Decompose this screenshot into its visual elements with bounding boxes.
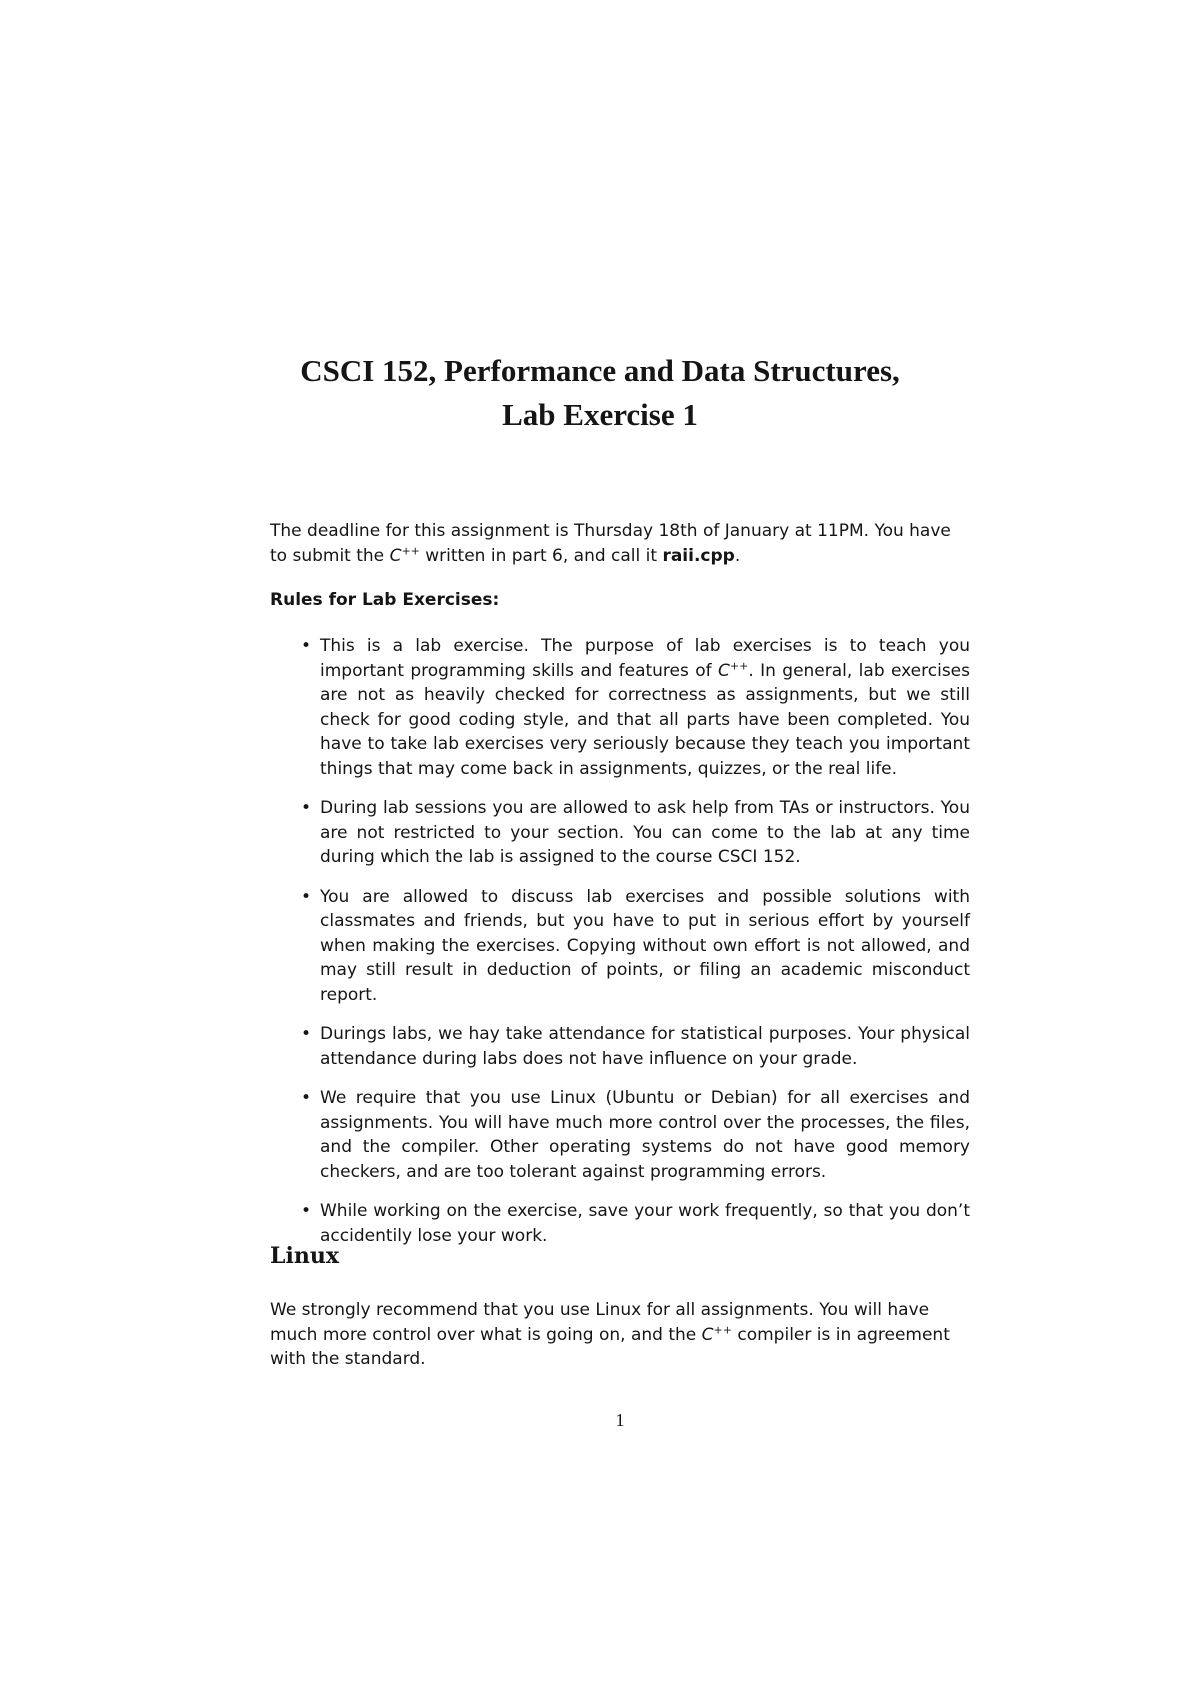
cpp-sup: ++ [401,543,420,557]
title-line-1: CSCI 152, Performance and Data Structures, [300,352,900,388]
cpp-sup: ++ [729,658,749,672]
intro-text-3: . [734,545,741,566]
section-heading-linux: Linux [270,1243,339,1269]
linux-text-2: compiler is in agreement with the standard. [270,1324,950,1369]
rules-heading: Rules for Lab Exercises: [270,590,500,610]
cpp-base: C [389,545,402,566]
intro-text-1: The deadline for this assignment is Thursday 18th of January at 11PM. You have to submit the [270,521,951,566]
bullet-icon: • [301,636,312,656]
rule-item-6 [270,1199,970,1248]
linux-paragraph [270,1298,970,1372]
rule-4-text: Durings labs, we hay take attendance for statistical purposes. Your physical attendance during labs does not have influence on your grade. [320,1024,970,1069]
cpp-base: C [701,1324,714,1345]
rule-5-text: We require that you use Linux (Ubuntu or Debian) for all exercises and assignments. You will have much more control over the processes, the files, and the compiler. Other operating systems do not have good memory checkers, and are too tolerant against programming errors. [320,1088,970,1182]
title-line-2: Lab Exercise 1 [502,396,698,432]
rule-item-4 [270,1022,970,1071]
rule-item-3 [270,885,970,1008]
cpp-symbol [389,543,420,566]
cpp-symbol [701,1322,732,1345]
bullet-icon: • [301,1088,312,1108]
page-number: 1 [615,1410,625,1430]
rule-1-text-b: . In general, lab exercises are not as heavily checked for correctness as assignments, but we still check for good coding style, and that all parts have been completed. You have to take lab exercises very seriously because they teach you important things that may come back in assignments, quizzes, or the real life. [320,660,970,779]
submission-filename: raii.cpp [662,545,735,566]
bullet-icon: • [301,798,312,818]
rule-item-5 [270,1086,970,1184]
rule-2-text: During lab sessions you are allowed to ask help from TAs or instructors. You are not restricted to your section. You can come to the lab at any time during which the lab is assigned to the course CSCI 152. [320,798,970,867]
cpp-symbol [718,658,749,681]
rule-item-1 [270,634,970,781]
intro-paragraph [270,519,970,568]
rules-list [270,634,970,1263]
rule-item-2 [270,796,970,870]
bullet-icon: • [301,1201,312,1221]
rule-1-text-a: This is a lab exercise. The purpose of lab exercises is to teach you important programming skills and features of [320,636,970,681]
bullet-icon: • [301,1024,312,1044]
cpp-base: C [718,660,730,681]
bullet-icon: • [301,886,312,907]
cpp-sup: ++ [713,1322,732,1336]
intro-text-2: written in part 6, and call it [419,545,663,566]
document-title [0,349,1200,437]
rule-6-text: While working on the exercise, save your work frequently, so that you don’t accidentily lose your work. [320,1201,970,1246]
rule-3-text: You are allowed to discuss lab exercises and possible solutions with classmates and friends, but you have to put in serious effort by yourself when making the exercises. Copying without own effort is not allowed, and may still result in deduction of points, or filing an academic misconduct report. [320,886,970,1005]
linux-text-1: We strongly recommend that you use Linux for all assignments. You will have much more control over what is going on, and the [270,1300,930,1345]
